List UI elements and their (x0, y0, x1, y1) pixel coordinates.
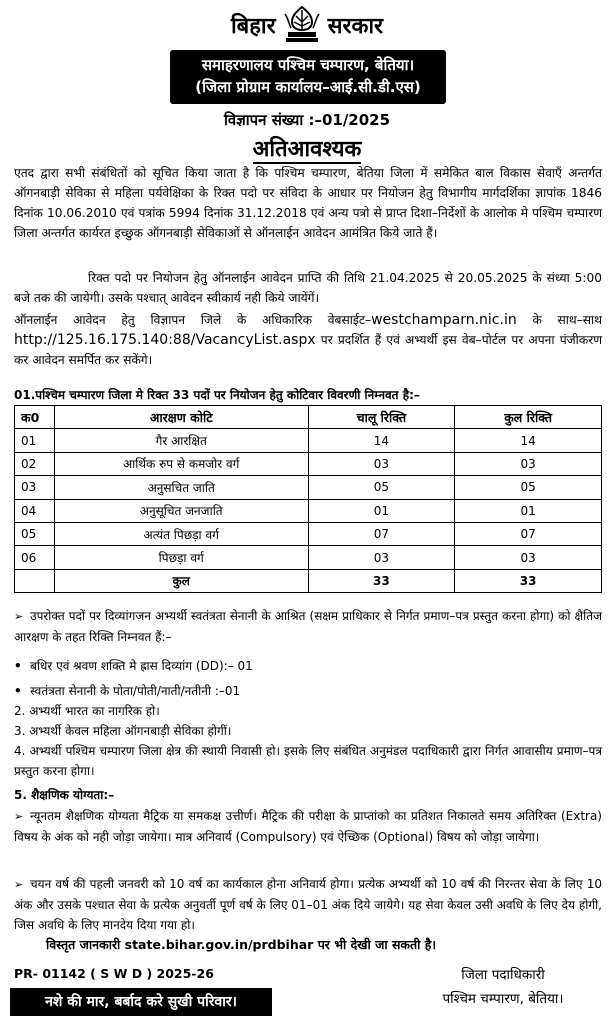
dates-paragraph: रिक्त पदो पर नियोजन हेतु ऑनलाईन आवेदन प्राप्ति की तिथि 21.04.2025 से 20.05.2025 के संध्या 5:00 बजे तक की जायेगी। उसके पश्चात् आवेदन स्वीकार्य नही किये जायेंगें। (14, 271, 602, 305)
table-total-row (15, 569, 602, 592)
arrow-bullet-icon: ➢ (14, 610, 24, 623)
cell-total: 03 (455, 546, 602, 569)
cell-current: 07 (308, 522, 455, 545)
header-sarkar: सरकार (327, 14, 384, 39)
condition-item: 2. अभ्यर्थी भारत का नागरिक हो। (14, 704, 160, 718)
cell-serial: 06 (15, 546, 55, 569)
col-current-vacancy: चालू रिक्ति (308, 406, 455, 429)
list-item (14, 681, 602, 701)
list-item (14, 656, 602, 676)
signatory-block (398, 963, 608, 1011)
page-header (0, 4, 614, 46)
advertisement-number: विज्ञापन संख्या :–01/2025 (223, 111, 391, 129)
reservation-note (14, 606, 602, 647)
vacancy-portal-link[interactable]: http://125.16.175.140:88/VacancyList.aspx (14, 332, 316, 348)
urgent-heading (0, 133, 614, 163)
arrow-bullet-icon: ➢ (14, 878, 24, 891)
cell-current: 05 (308, 476, 455, 499)
cell-current: 01 (308, 499, 455, 522)
website-text-2: के साथ–साथ (516, 313, 602, 327)
dot-bullet-icon: • (14, 659, 22, 673)
col-category: आरक्षण कोटि (54, 406, 308, 429)
vacancy-table (14, 405, 602, 593)
table-row (15, 452, 602, 475)
table-row (15, 429, 602, 452)
cell-serial: 05 (15, 522, 55, 545)
table-row (15, 522, 602, 545)
header-bihar: बिहार (230, 14, 276, 39)
cell-current: 03 (308, 546, 455, 569)
cell-total: 14 (455, 429, 602, 452)
office-subtitle: (जिला प्रोग्राम कार्यालय–आई.सी.डी.एस) (195, 78, 421, 96)
signatory-location: पश्चिम चम्पारण, बेतिया। (442, 991, 564, 1007)
cell-total-total: 33 (455, 569, 602, 592)
slogan-banner: नशे की मार, बर्बाद करे सुखी परिवार। (10, 988, 272, 1016)
cell-current: 14 (308, 429, 455, 452)
cell-category: गैर आरक्षित (54, 429, 308, 452)
cell-total-label: कुल (54, 569, 308, 592)
intro-paragraph: एतद द्वारा सभी संबंधितों को सूचित किया जाता है कि पश्चिम चम्पारण, बेतिया जिला में समेकित बाल विकास सेवाएँ अन्तर्गत ऑगनबाड़ी सेविका से महिला पर्यवेक्षिका के रिक्त पदो पर संविदा के आधार पर नियोजन हेतु विभागीय मार्गदर्शिका ज्ञापांक 1846 दिनांक 10.06.2010 एवं पत्रांक 5994 दिनांक 31.12.2018 एवं अन्य पत्रो से प्राप्त दिशा–निर्देशों के आलोक मे पश्चिम चम्पारण जिला अन्तर्गत कार्यरत इच्छुक ऑगनबाड़ी सेविकाओं से ऑनलाईन आवेदन आमंत्रित किये जाते हैं। (14, 166, 602, 240)
table-row (15, 499, 602, 522)
experience-item (14, 874, 602, 935)
dot-bullet-icon: • (14, 684, 22, 698)
cell-category: अनुसूचित जनजाति (54, 499, 308, 522)
experience-text: चयन वर्ष की पहली जनवरी को 10 वर्ष का कार्यकाल होना अनिवार्य होगा। प्रत्येक अभ्यर्थी को 10 वर्ष की निरन्तर सेवा के लिए 10 अंक और उसके पश्चात सेवा के प्रत्येक अनुवर्ती पूर्ण वर्ष के लिए 01–01 अंक दिये जायेगे। यह सेवा केवल उसी अवधि के लिए देय होगी, जिस अवधि के लिए मानदेय दिया गया हो। (14, 877, 602, 932)
district-website-link[interactable]: westchamparn.nic.in (371, 312, 517, 328)
reservation-note-text: उपरोक्त पदों पर दिव्यांगजन अभ्यर्थी स्वतंत्रता सेनानी के आश्रित (सक्षम प्राधिकार से निर्गत प्रमाण–पत्र प्रस्तुत करना होगा) को क्षैतिज आरक्षण के तहत रिक्ति निम्नवत हैं:– (14, 609, 602, 644)
table-row (15, 476, 602, 499)
cell-serial: 02 (15, 452, 55, 475)
cell-total-current: 33 (308, 569, 455, 592)
cell-category: अत्यंत पिछड़ा वर्ग (54, 522, 308, 545)
more-info-line: विस्तृत जानकारी state.bihar.gov.in/prdbihar पर भी देखी जा सकती है। (46, 937, 437, 952)
office-title: समाहरणालय पश्चिम चम्पारण, बेतिया। (201, 56, 415, 74)
qualification-text: न्यूनतम शैक्षणिक योग्यता मैट्रिक या समकक्ष उत्तीर्ण। मैट्रिक की परीक्षा के प्राप्तांको का प्रतिशत निकालते समय अतिरिक्त (Extra) विषय के अंक को नही जोड़ा जायेगा। मात्र अनिवार्य (Compulsory) एवं ऐच्छिक (Optional) विषय को जोड़ा जायेगा। (14, 809, 602, 844)
website-text-1: ऑनलाईन आवेदन हेतु विज्ञापन जिले के अधिकारिक वेबसाईट– (14, 313, 372, 327)
urgent-text: अतिआवश्यक (252, 137, 362, 162)
col-total-vacancy: कुल रिक्ति (455, 406, 602, 429)
qualification-item (14, 806, 602, 847)
col-serial: क0 (15, 406, 55, 429)
arrow-bullet-icon: ➢ (14, 810, 24, 823)
website-text-3: पर प्रदर्शित हैं एवं अभ्यर्थी इस वेब–पोर्टल पर अपना पंजीकरण कर आवेदन समर्पित कर सकेंगे। (14, 333, 602, 367)
cell-serial: 01 (15, 429, 55, 452)
list-item-text: बधिर एवं श्रवण शक्ति मे ह्रास दिव्यांग (DD):– 01 (30, 659, 253, 673)
signatory-title: जिला पदाधिकारी (461, 967, 545, 983)
cell-category: आर्थिक रुप से कमजोर वर्ग (54, 452, 308, 475)
cell-category: अनुसचित जाति (54, 476, 308, 499)
cell-serial: 03 (15, 476, 55, 499)
qualification-heading: 5. शैक्षणिक योग्यता:– (14, 788, 115, 802)
condition-item: 3. अभ्यर्थी केवल महिला ऑगनबाड़ी सेविका होगीं। (14, 724, 232, 738)
table-title: 01.पश्चिम चम्पारण जिला मे रिक्त 33 पदों पर नियोजन हेतु कोटिवार विवरणी निम्नवत है:– (14, 388, 420, 402)
cell-category: पिछड़ा वर्ग (54, 546, 308, 569)
website-paragraph (14, 310, 602, 370)
list-item-text: स्वतंत्रता सेनानी के पोता/पोती/नाती/नतीनी :–01 (30, 684, 241, 698)
cell-total: 05 (455, 476, 602, 499)
state-emblem-icon (282, 4, 322, 46)
office-banner (170, 50, 446, 104)
table-header-row (15, 406, 602, 429)
cell-total: 07 (455, 522, 602, 545)
condition-item: 4. अभ्यर्थी पश्चिम चम्पारण जिला क्षेत्र की स्थायी निवासी हो। इसके लिए संबंधित अनुमंडल पदाधिकारी द्वारा निर्गत आवासीय प्रमाण–पत्र प्रस्तुत करना होगा। (14, 744, 602, 778)
cell-total: 01 (455, 499, 602, 522)
pr-number: PR- 01142 ( S W D ) 2025-26 (14, 966, 214, 981)
cell-total: 03 (455, 452, 602, 475)
cell-current: 03 (308, 452, 455, 475)
table-row (15, 546, 602, 569)
cell-serial (15, 569, 55, 592)
cell-serial: 04 (15, 499, 55, 522)
